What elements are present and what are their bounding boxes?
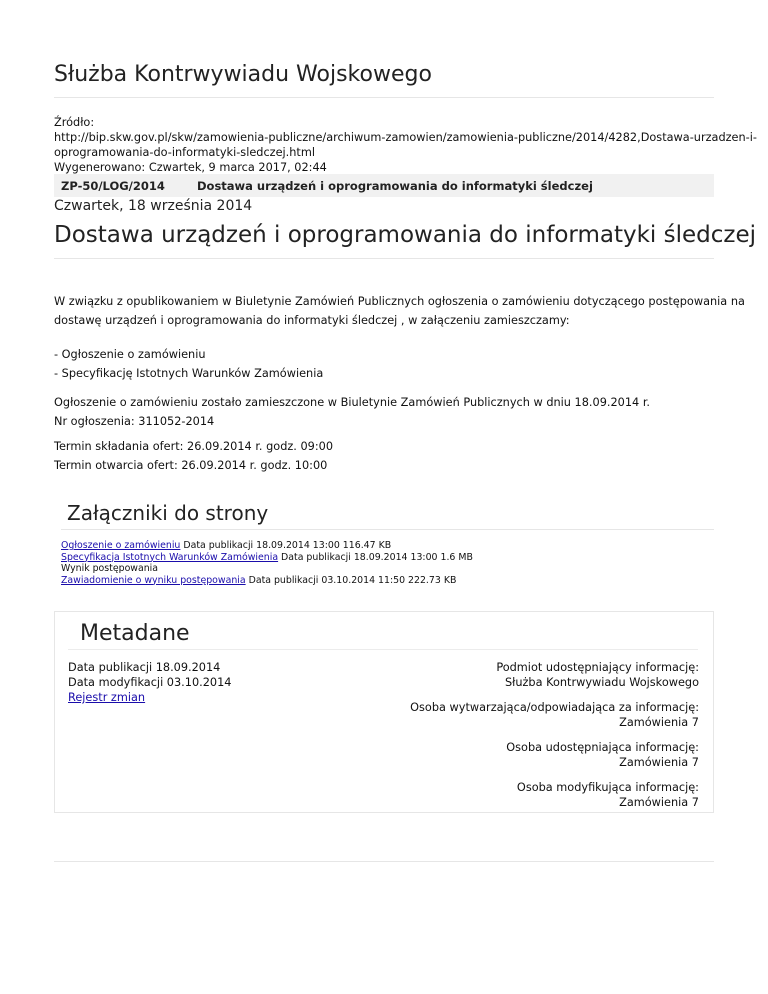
list-item: - Ogłoszenie o zamówieniu xyxy=(54,348,206,361)
attachment-group-label: Wynik postępowania xyxy=(61,563,159,574)
attachment-item xyxy=(61,540,473,552)
attachments-title: Załączniki do strony xyxy=(67,501,269,525)
metadata-group xyxy=(410,660,699,690)
source-label: Źródło: xyxy=(54,116,95,129)
attachment-info: Data publikacji 18.09.2014 13:00 1.6 MB xyxy=(278,551,473,563)
deadline-submission: Termin składania ofert: 26.09.2014 r. godz. 09:00 xyxy=(54,440,334,453)
metadata-responsible xyxy=(410,660,699,820)
intro-line: W związku z opublikowaniem w Biuletynie Zamówień Publicznych ogłoszenia o zamówieniu dotyczącego postępowania na xyxy=(54,295,745,308)
metadata-dates xyxy=(68,660,231,705)
attachments-divider xyxy=(61,529,714,530)
metadata-label: Podmiot udostępniający informację: xyxy=(496,661,699,674)
article-intro xyxy=(54,293,745,330)
metadata-value: Służba Kontrwywiadu Wojskowego xyxy=(504,676,699,689)
source-url-line2: oprogramowania-do-informatyki-sledczej.html xyxy=(54,146,316,159)
metadata-divider xyxy=(68,649,698,650)
notice-line: Ogłoszenie o zamówieniu zostało zamieszczone w Biuletynie Zamówień Publicznych w dniu 18.09.2014 r. xyxy=(54,396,651,409)
metadata-group xyxy=(410,740,699,770)
metadata-group xyxy=(410,700,699,730)
metadata-label: Osoba modyfikująca informację: xyxy=(516,781,699,794)
metadata-value: Zamówienia 7 xyxy=(619,796,699,809)
attachment-item xyxy=(61,552,473,564)
procurement-bar xyxy=(54,174,714,197)
modification-date: Data modyfikacji 03.10.2014 xyxy=(68,676,232,689)
procurement-name: Dostawa urządzeń i oprogramowania do informatyki śledczej xyxy=(197,179,593,193)
list-item: - Specyfikację Istotnych Warunków Zamówienia xyxy=(54,366,324,380)
attachment-link[interactable]: Ogłoszenie o zamówieniu xyxy=(61,540,181,551)
site-title: Służba Kontrwywiadu Wojskowego xyxy=(54,62,432,87)
metadata-box xyxy=(54,611,714,813)
article-date: Czwartek, 18 września 2014 xyxy=(54,198,253,214)
metadata-group xyxy=(410,780,699,810)
publication-date: Data publikacji 18.09.2014 xyxy=(68,661,221,674)
metadata-value: Zamówienia 7 xyxy=(619,756,699,769)
deadline-opening: Termin otwarcia ofert: 26.09.2014 r. godz. 10:00 xyxy=(54,458,328,472)
attachments-list xyxy=(61,540,473,586)
article-title: Dostawa urządzeń i oprogramowania do informatyki śledczej xyxy=(54,222,757,248)
header-divider xyxy=(54,97,714,98)
footer-divider xyxy=(54,861,714,862)
metadata-label: Osoba udostępniająca informację: xyxy=(506,741,699,754)
attachment-link[interactable]: Zawiadomienie o wyniku postępowania xyxy=(61,574,246,586)
article-list xyxy=(54,346,714,383)
source-info xyxy=(54,115,757,175)
metadata-value: Zamówienia 7 xyxy=(619,716,699,729)
attachment-item xyxy=(61,575,473,587)
generated-date: Wygenerowano: Czwartek, 9 marca 2017, 02:44 xyxy=(54,161,327,174)
changes-register-link[interactable]: Rejestr zmian xyxy=(68,691,146,704)
notice-number: Nr ogłoszenia: 311052-2014 xyxy=(54,414,215,428)
intro-line: dostawę urządzeń i oprogramowania do informatyki śledczej , w załączeniu zamieszczamy: xyxy=(54,313,570,327)
attachment-info: Data publikacji 03.10.2014 11:50 222.73 KB xyxy=(245,574,457,586)
metadata-label: Osoba wytwarzająca/odpowiadająca za informację: xyxy=(410,701,699,714)
attachment-info: Data publikacji 18.09.2014 13:00 116.47 KB xyxy=(180,540,392,551)
article-notice xyxy=(54,394,714,431)
source-url-line1: http://bip.skw.gov.pl/skw/zamowienia-publiczne/archiwum-zamowien/zamowienia-publiczne/2014/4282,Dostawa-urzadzen-i- xyxy=(54,131,757,144)
article-deadlines xyxy=(54,438,714,475)
attachment-link[interactable]: Specyfikacja Istotnych Warunków Zamówienia xyxy=(61,551,279,563)
title-divider xyxy=(54,258,714,259)
metadata-title: Metadane xyxy=(80,621,190,646)
procurement-code: ZP-50/LOG/2014 xyxy=(61,179,165,193)
